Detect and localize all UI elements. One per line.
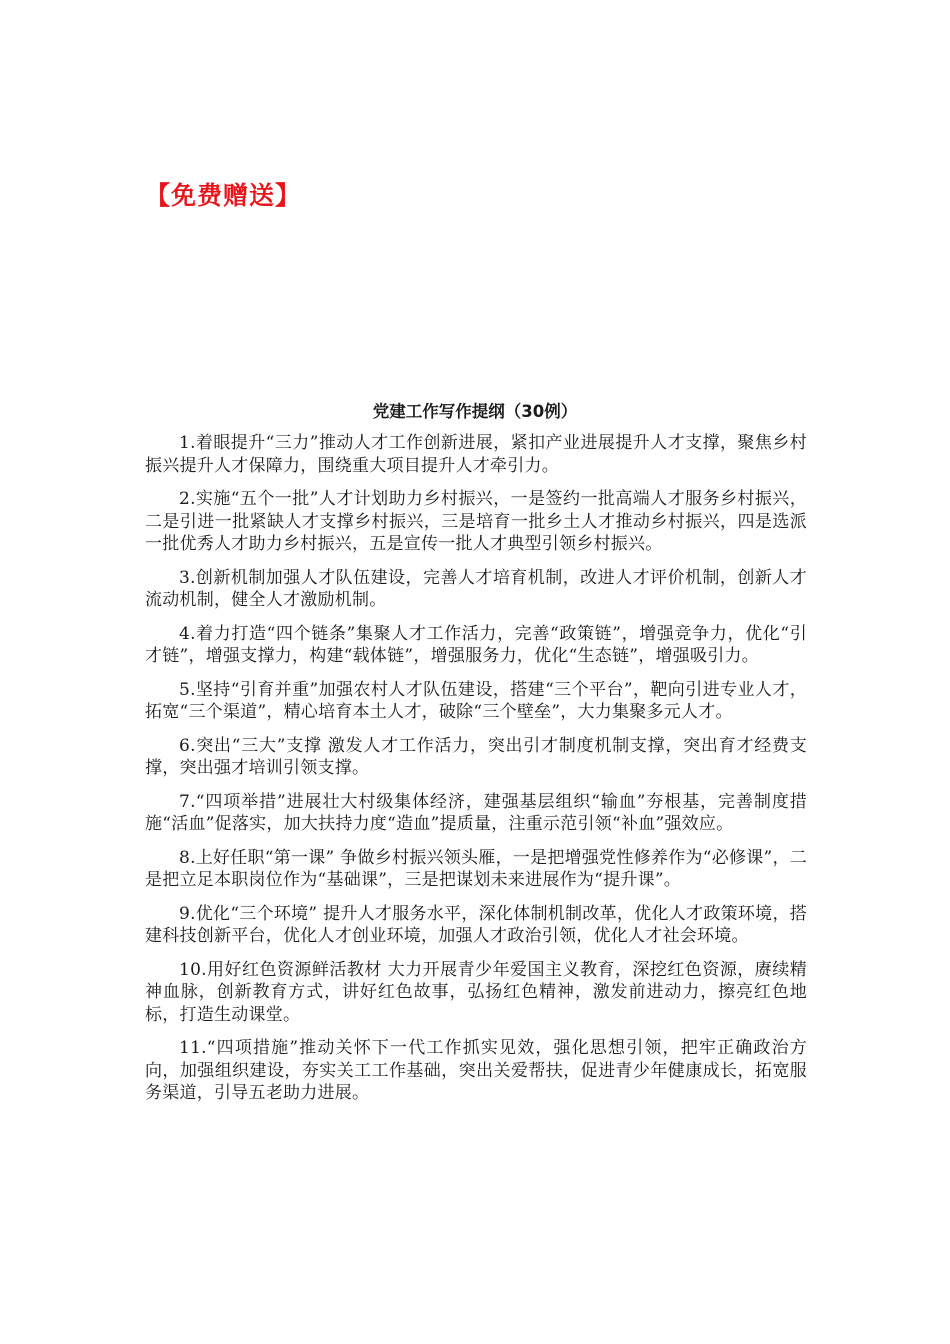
document-body <box>145 432 807 1116</box>
paragraph: 1.着眼提升“三力”推动人才工作创新进展，紧扣产业进展提升人才支撑，聚焦乡村振兴提升人才保障力，围绕重大项目提升人才牵引力。 <box>145 433 807 476</box>
promo-banner: 【免费赠送】 <box>145 181 302 210</box>
paragraph: 10.用好红色资源鲜活教材 大力开展青少年爱国主义教育，深挖红色资源，赓续精神血脉，创新教育方式，讲好红色故事，弘扬红色精神，激发前进动力，擦亮红色地标，打造生动课堂。 <box>145 959 807 1025</box>
paragraph: 11.“四项措施”推动关怀下一代工作抓实见效，强化思想引领，把牢正确政治方向，加强组织建设，夯实关工工作基础，突出关爱帮扶，促进青少年健康成长，拓宽服务渠道，引导五老助力进展。 <box>145 1038 807 1103</box>
paragraph: 2.实施“五个一批”人才计划助力乡村振兴，一是签约一批高端人才服务乡村振兴，二是引进一批紧缺人才支撑乡村振兴，三是培育一批乡土人才推动乡村振兴，四是选派一批优秀人才助力乡村振兴，五是宣传一批人才典型引领乡村振兴。 <box>145 489 807 554</box>
paragraph: 8.上好任职“第一课” 争做乡村振兴领头雁，一是把增强党性修养作为“必修课”，二是把立足本职岗位作为“基础课”，三是把谋划未来进展作为“提升课”。 <box>145 847 807 890</box>
paragraph: 4.着力打造“四个链条”集聚人才工作活力，完善“政策链”，增强竞争力，优化“引才链”，增强支撑力，构建“载体链”，增强服务力，优化“生态链”，增强吸引力。 <box>145 623 807 666</box>
document-title: 党建工作写作提纲（30例） <box>372 402 578 421</box>
paragraph: 5.坚持“引育并重”加强农村人才队伍建设，搭建“三个平台”，靶向引进专业人才，拓宽“三个渠道”，精心培育本土人才，破除“三个壁垒”，大力集聚多元人才。 <box>145 679 807 722</box>
paragraph: 9.优化“三个环境” 提升人才服务水平，深化体制机制改革，优化人才政策环境，搭建科技创新平台，优化人才创业环境，加强人才政治引领，优化人才社会环境。 <box>145 903 807 946</box>
paragraph: 7.“四项举措”进展壮大村级集体经济，建强基层组织“输血”夯根基，完善制度措施“活血”促落实，加大扶持力度“造血”提质量，注重示范引领“补血”强效应。 <box>145 791 807 834</box>
paragraph: 3.创新机制加强人才队伍建设，完善人才培育机制，改进人才评价机制，创新人才流动机制，健全人才激励机制。 <box>145 567 807 610</box>
paragraph: 6.突出“三大”支撑 激发人才工作活力，突出引才制度机制支撑，突出育才经费支撑，突出强才培训引领支撑。 <box>145 735 807 778</box>
